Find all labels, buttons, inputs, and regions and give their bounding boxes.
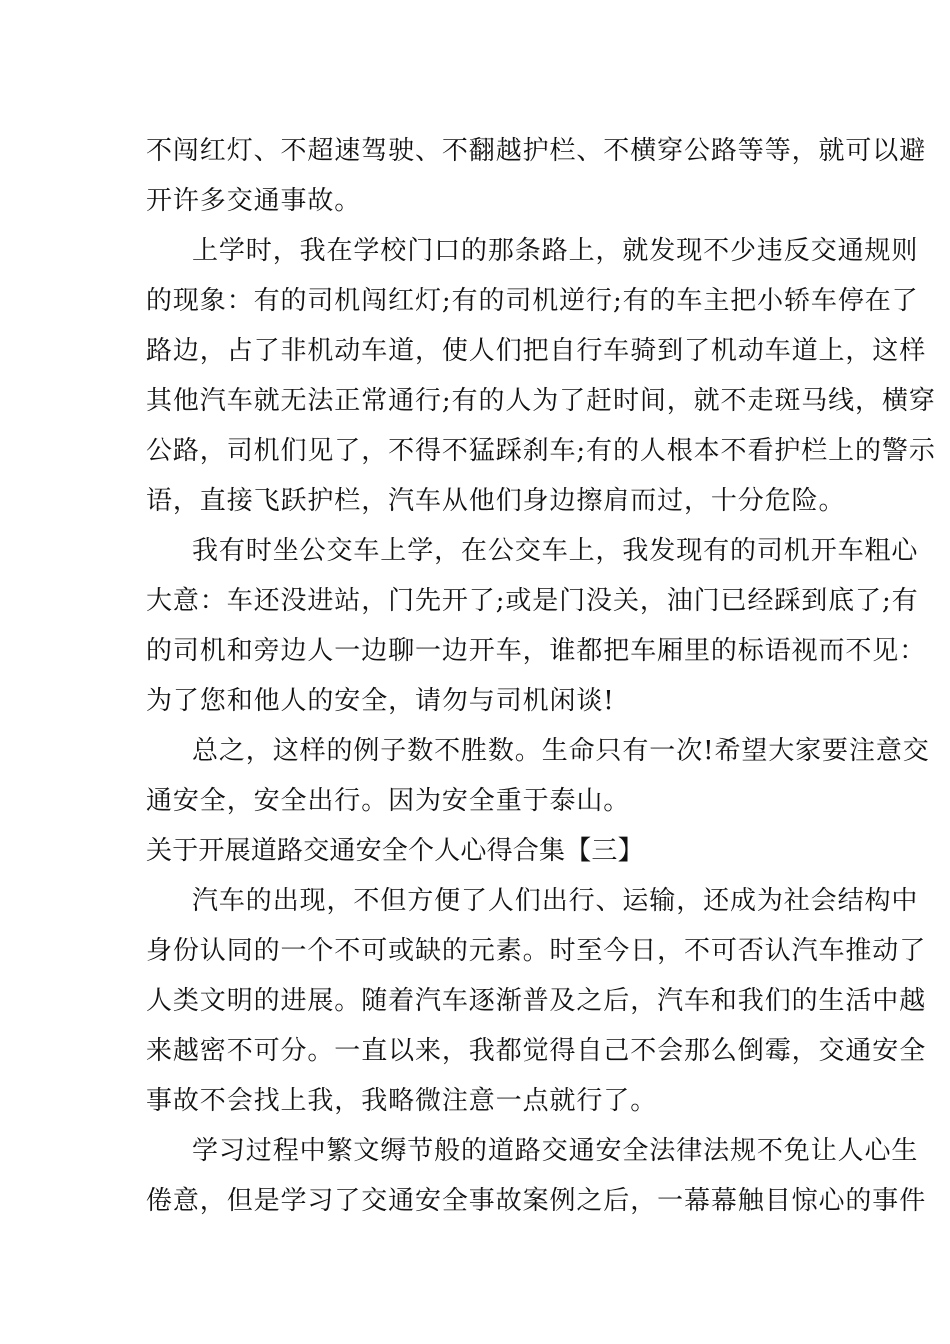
- paragraph-4-line-2: 通安全，安全出行。因为安全重于泰山。: [146, 786, 631, 816]
- paragraph-5-line-3: 人类文明的进展。随着汽车逐渐普及之后，汽车和我们的生活中越: [146, 986, 927, 1016]
- section-heading: 关于开展道路交通安全个人心得合集【三】: [146, 836, 644, 866]
- paragraph-2-line-6: 语，直接飞跃护栏，汽车从他们身边擦肩而过，十分危险。: [146, 486, 846, 516]
- paragraph-3-line-4: 为了您和他人的安全，请勿与司机闲谈!: [146, 686, 615, 716]
- paragraph-6-line-2: 倦意，但是学习了交通安全事故案例之后，一幕幕触目惊心的事件: [146, 1186, 927, 1216]
- paragraph-1-line-2: 开许多交通事故。: [146, 186, 362, 216]
- paragraph-3-line-2: 大意：车还没进站，门先开了;或是门没关，油门已经踩到底了;有: [146, 586, 919, 616]
- paragraph-1-line-1: 不闯红灯、不超速驾驶、不翻越护栏、不横穿公路等等，就可以避: [146, 136, 927, 166]
- paragraph-5-line-4: 来越密不可分。一直以来，我都觉得自己不会那么倒霉，交通安全: [146, 1036, 927, 1066]
- paragraph-2-line-3: 路边，占了非机动车道，使人们把自行车骑到了机动车道上，这样: [146, 336, 927, 366]
- paragraph-3-line-1: 我有时坐公交车上学，在公交车上，我发现有的司机开车粗心: [192, 536, 919, 566]
- paragraph-2-line-1: 上学时，我在学校门口的那条路上，就发现不少违反交通规则: [192, 236, 919, 266]
- paragraph-6-line-1: 学习过程中繁文缛节般的道路交通安全法律法规不免让人心生: [192, 1136, 919, 1166]
- paragraph-5-line-2: 身份认同的一个不可或缺的元素。时至今日，不可否认汽车推动了: [146, 936, 927, 966]
- paragraph-3-line-3: 的司机和旁边人一边聊一边开车，谁都把车厢里的标语视而不见：: [146, 636, 927, 666]
- paragraph-2-line-5: 公路，司机们见了，不得不猛踩刹车;有的人根本不看护栏上的警示: [146, 436, 936, 466]
- paragraph-4-line-1: 总之，这样的例子数不胜数。生命只有一次!希望大家要注意交: [192, 736, 930, 766]
- paragraph-2-line-4: 其他汽车就无法正常通行;有的人为了赶时间，就不走斑马线，横穿: [146, 386, 936, 416]
- paragraph-5-line-5: 事故不会找上我，我略微注意一点就行了。: [146, 1086, 658, 1116]
- paragraph-5-line-1: 汽车的出现，不但方便了人们出行、运输，还成为社会结构中: [192, 886, 919, 916]
- paragraph-2-line-2: 的现象：有的司机闯红灯;有的司机逆行;有的车主把小轿车停在了: [146, 286, 919, 316]
